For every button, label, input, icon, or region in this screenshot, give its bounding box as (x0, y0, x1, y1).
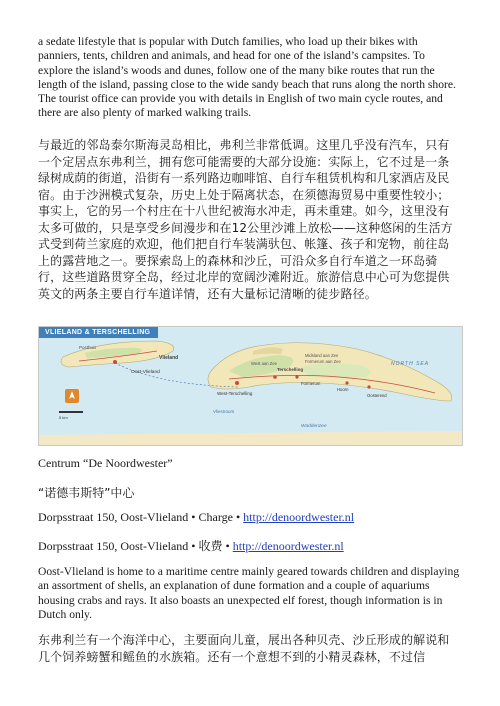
address-zh-post: • (222, 539, 233, 553)
scale-bar (59, 411, 83, 413)
label-vlieland: Vlieland (159, 355, 179, 361)
map-graphic (39, 327, 462, 445)
label-north-sea: NORTH SEA (391, 361, 430, 367)
label-west-terschelling: West-Terschelling (217, 391, 253, 396)
label-posthuis: Posthuis (79, 345, 97, 350)
label-formerum-zee: Formerum aan Zee (305, 359, 341, 364)
west-terschelling-dot (235, 381, 239, 385)
label-hoorn: Hoorn (337, 387, 349, 392)
label-scale: 5 km (59, 415, 68, 420)
island-map (38, 326, 463, 446)
chinese-paragraph-2: 东弗利兰有一个海洋中心，主要面向儿童，展出各种贝壳、沙丘形成的解说和几个饲养螃蟹和鳐鱼的水族箱。还有一个意想不到的小精灵森林，不过信 (38, 633, 450, 664)
midsland-dot (273, 375, 277, 379)
formerum-dot (295, 375, 298, 378)
english-paragraph-2: Oost-Vlieland is home to a maritime centre mainly geared towards children and displaying an assortment of shells, an explanation of dune formation and a couple of aquariums housing crabs and rays. It also boasts an unexpected elf forest, though information is in Dutch only. (38, 565, 460, 621)
label-midsland: Midsland aan Zee (305, 353, 339, 358)
label-terschelling: Terschelling (277, 367, 304, 372)
label-oost-vlieland: Oost-Vlieland (131, 370, 160, 375)
chinese-paragraph: 与最近的邻岛泰尔斯海灵岛相比，弗利兰非常低调。这里几乎没有汽车，只有一个定居点东弗利兰，拥有您可能需要的大部分设施：实际上，它不过是一条绿树成荫的街道，沿街有一系列路边咖啡馆、自行车租赁机构和几家酒店及民宿。由于沙洲模式复杂，历史上处于隔离状态，在须德海贸易中重要性较小；事实上，它的另一个村庄在十八世纪被海水冲走，再未重建。如今，这里没有太多可做的，只是享受乡间漫步和在12公里沙滩上放松——这种悠闲的生活方式受到荷兰家庭的欢迎，他们把自行车装满驮包、帐篷、孩子和宠物，前往岛上的露营地之一。要探索岛上的森林和沙丘，可沿众多自行车道之一环岛骑行，这些道路贯穿全岛，经过北岸的宽阔沙滩附近。旅游信息中心可为您提供英文的两条主要自行车道详情，还有大量标记清晰的徒步路径。 (38, 138, 453, 301)
label-oosterend: Oosterend (367, 393, 387, 398)
map-title: VLIELAND & TERSCHELLING (39, 327, 158, 338)
oost-vlieland-dot (113, 360, 117, 364)
address-zh-pre: Dorpsstraat 150, Oost-Vlieland • (38, 539, 199, 553)
label-west-aan-zee: West aan Zee (251, 361, 277, 366)
website-link-zh[interactable]: http://denoordwester.nl (232, 539, 344, 553)
oosterend-dot (367, 385, 370, 388)
section-heading-zh: “诺德韦斯特”中心 (38, 486, 135, 500)
website-link-en[interactable]: http://denoordwester.nl (243, 510, 355, 524)
label-formerum: Formerum (301, 381, 321, 386)
english-paragraph: a sedate lifestyle that is popular with Dutch families, who load up their bikes with panniers, tents, children and animals, and head for one of the island’s campsites. To explore the island’s woods and dunes, follow one of the many bike routes that run the length of the island, passing close to the wide sandy beach that runs along the north shore. The tourist office can provide you with details in English of two main cycle routes, and there are also plenty of marked walking trails. (38, 35, 456, 120)
label-waddenzee: Waddenzee (301, 424, 327, 429)
section-heading-en: Centrum “De Noordwester” (38, 456, 173, 470)
address-zh (38, 537, 460, 554)
address-en-text: Dorpsstraat 150, Oost-Vlieland • Charge • (38, 510, 244, 524)
address-en (38, 510, 460, 525)
mainland-shape (39, 431, 462, 445)
address-zh-charge: 收费 (198, 539, 223, 553)
label-vliestroom: Vliestroom (213, 409, 235, 414)
hoorn-dot (345, 381, 348, 384)
